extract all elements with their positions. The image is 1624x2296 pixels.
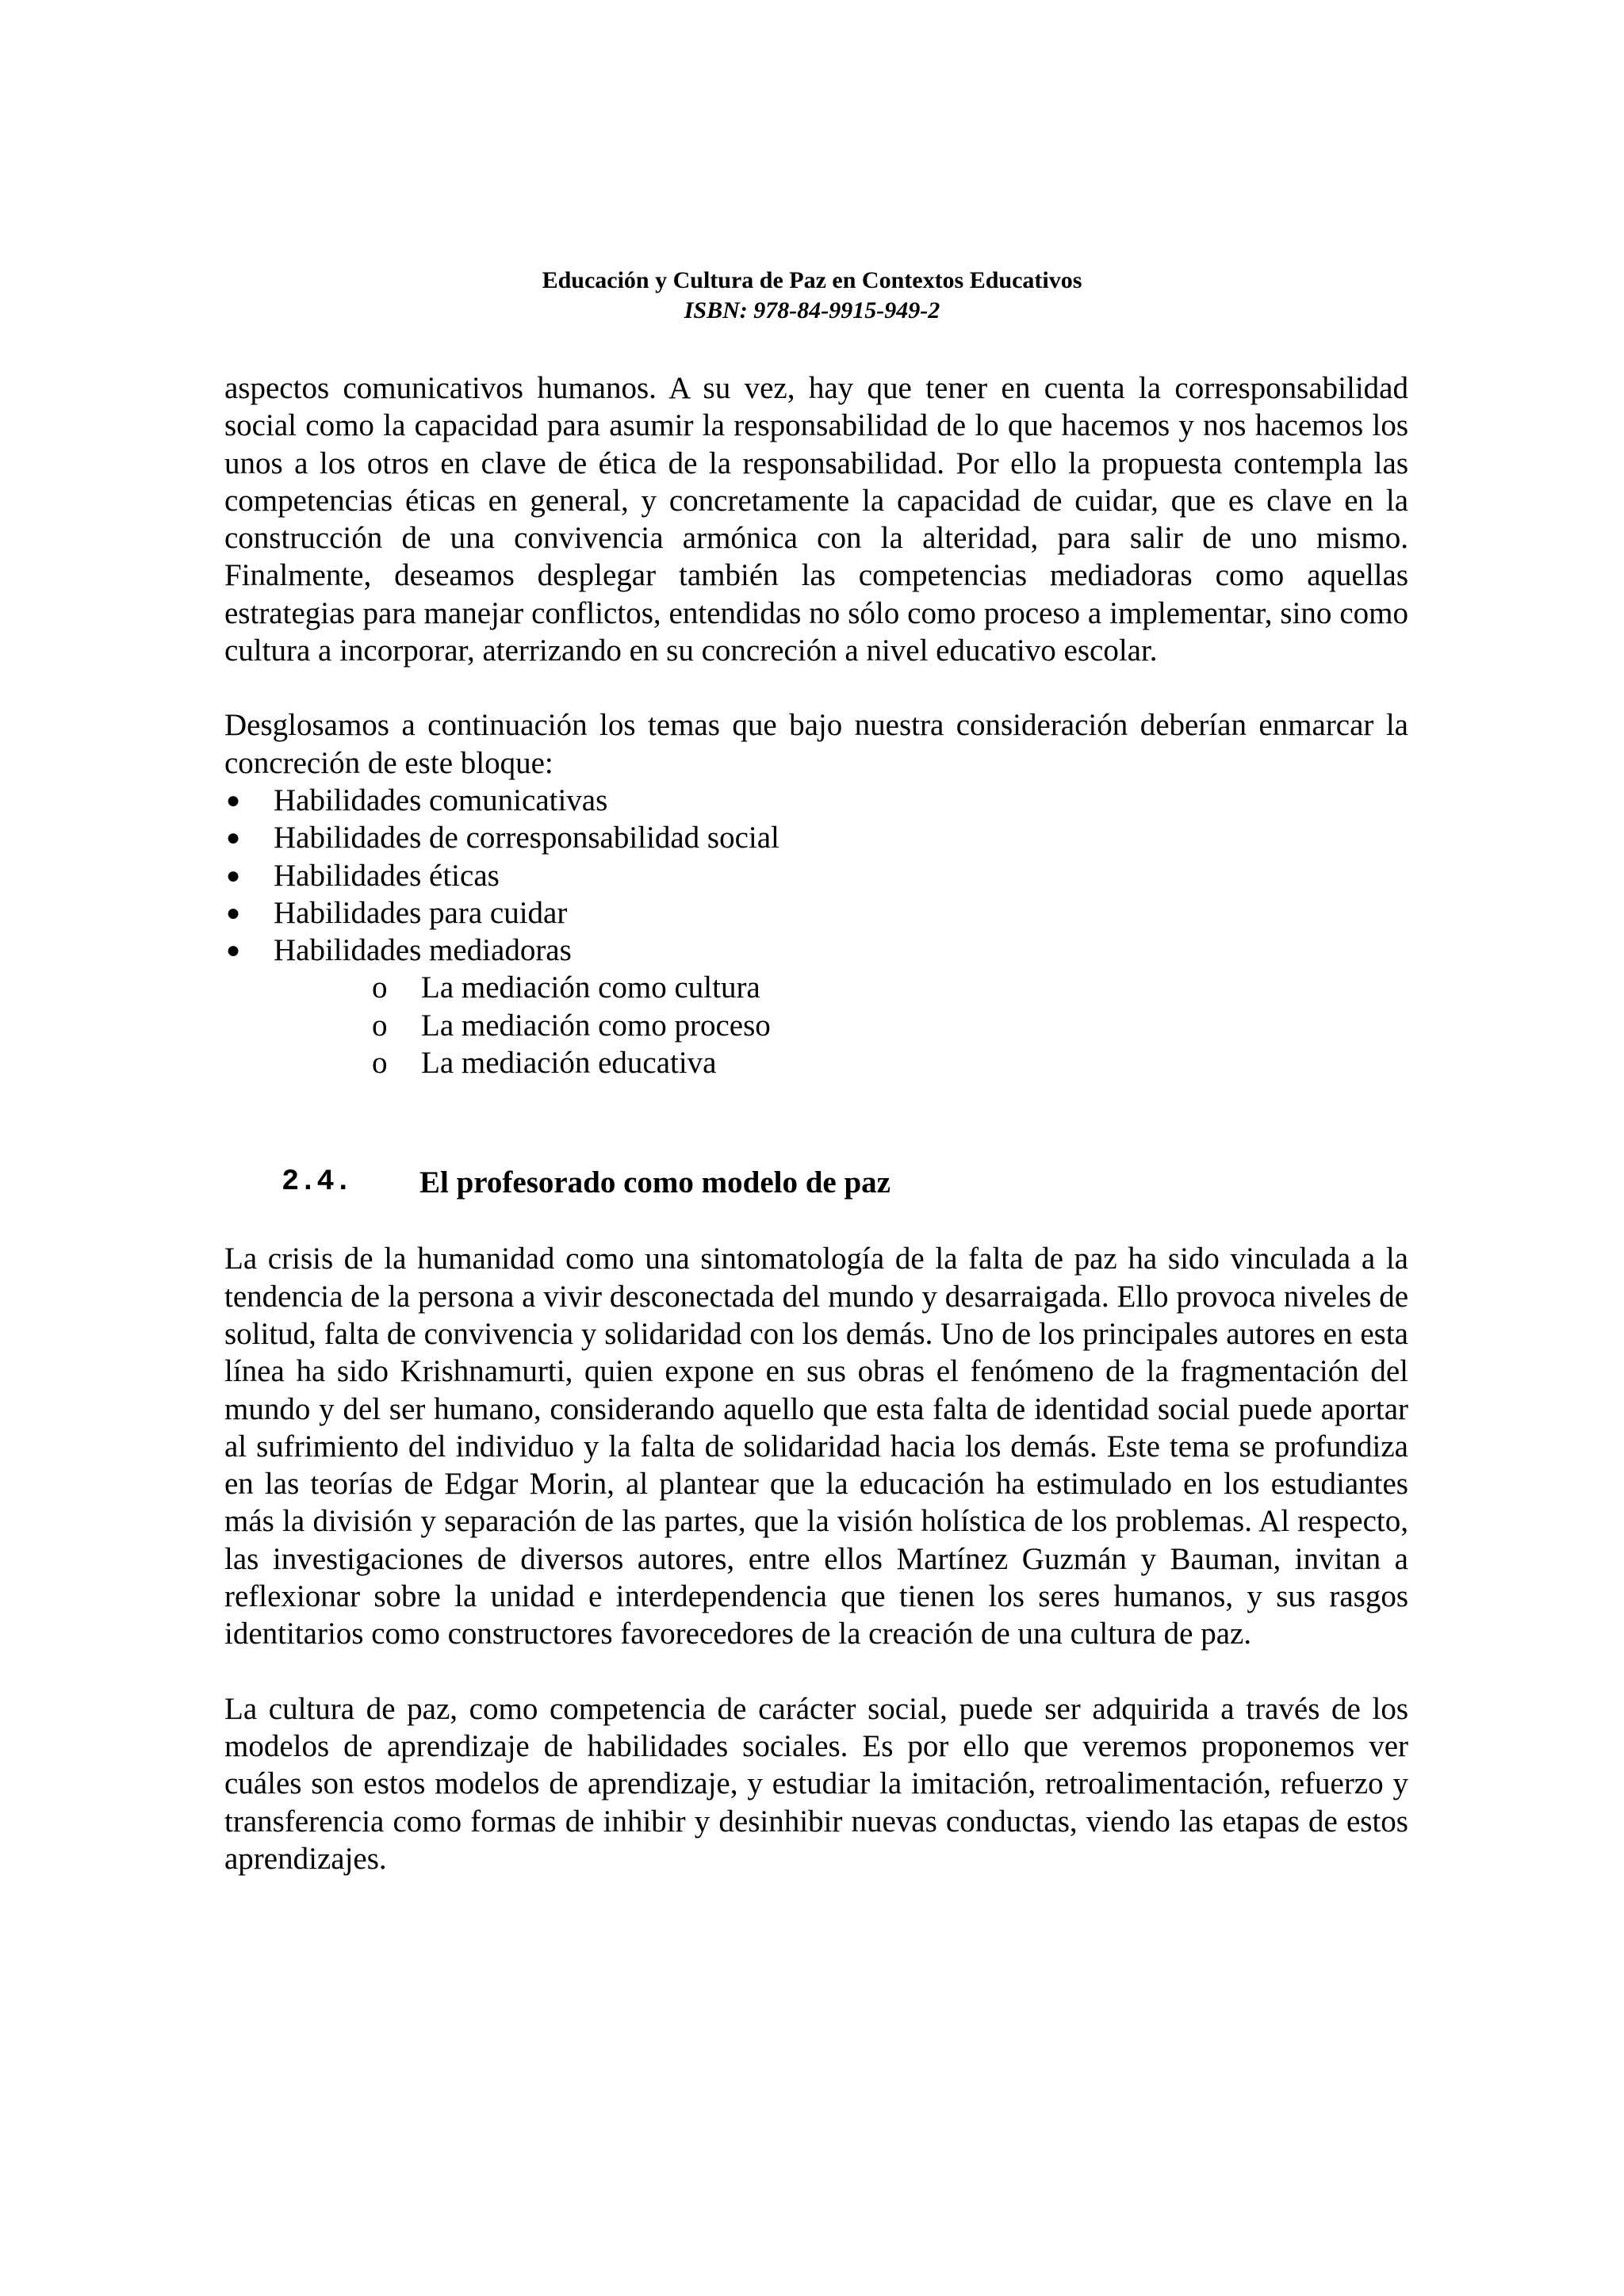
circle-bullet-icon: o	[372, 1008, 388, 1043]
section-number: 2.4.	[282, 1165, 352, 1200]
section-heading	[224, 1164, 1408, 1202]
section-title: El profesorado como modelo de paz	[419, 1165, 891, 1200]
sublist-item	[274, 1007, 1408, 1044]
list-item-text: Habilidades de corresponsabilidad social	[274, 821, 779, 855]
bullet-icon: ●	[226, 862, 241, 889]
sublist-item-text: La mediación como proceso	[421, 1008, 771, 1043]
section-gap	[224, 1081, 1408, 1164]
mediation-sublist	[274, 969, 1408, 1081]
bullet-icon: ●	[226, 786, 241, 813]
list-item-text: Habilidades para cuidar	[274, 895, 568, 930]
bullet-icon: ●	[226, 899, 241, 926]
body-content	[224, 369, 1408, 1877]
list-item-text: Habilidades mediadoras	[274, 933, 572, 968]
sublist-item-text: La mediación como cultura	[421, 970, 760, 1005]
paragraph-4: La cultura de paz, como competencia de carácter social, puede ser adquirida a través de los modelos de aprendizaje de habilidades sociales. Es por ello que veremos proponemos ver cuáles son estos modelos de aprendizaje, y estudiar la imitación, retroalimentación, refuerzo y transferencia como formas de inhibir y desinhibir nuevas conductas, viendo las etapas de estos aprendizajes.	[224, 1691, 1408, 1876]
sublist-item	[274, 1044, 1408, 1081]
paragraph-gap	[224, 1202, 1408, 1240]
list-item	[224, 857, 1408, 894]
paragraph-2: Desglosamos a continuación los temas que bajo nuestra consideración deberían enmarcar la concreción de este bloque:	[224, 708, 1408, 780]
paragraph-3: La crisis de la humanidad como una sintomatología de la falta de paz ha sido vinculada a la tendencia de la persona a vivir desconectada del mundo y desarraigada. Ello provoca niveles de solitud, falta de convivencia y solidaridad con los demás. Uno de los principales autores en esta línea ha sido Krishnamurti, quien expone en sus obras el fenómeno de la fragmentación del mundo y del ser humano, considerando aquello que esta falta de identidad social puede aportar al sufrimiento del individuo y la falta de solidaridad hacia los demás. Este tema se profundiza en las teorías de Edgar Morin, al plantear que la educación ha estimulado en los estudiantes más la división y separación de las partes, que la visión holística de los problemas. Al respecto, las investigaciones de diversos autores, entre ellos Martínez Guzmán y Bauman, invitan a reflexionar sobre la unidad e interdependencia que tienen los seres humanos, y sus rasgos identitarios como constructores favorecedores de la creación de una cultura de paz.	[224, 1242, 1408, 1651]
bullet-icon: ●	[226, 825, 241, 851]
bullet-icon: ●	[226, 937, 241, 964]
sublist-item	[274, 969, 1408, 1006]
header-isbn: ISBN: 978-84-9915-949-2	[684, 297, 940, 323]
topics-list	[224, 782, 1408, 1081]
list-item	[224, 932, 1408, 1081]
header-title: Educación y Cultura de Paz en Contextos Educativos	[542, 267, 1082, 293]
sublist-item-text: La mediación educativa	[421, 1046, 717, 1081]
list-item	[224, 782, 1408, 819]
list-item-text: Habilidades comunicativas	[274, 783, 608, 817]
paragraph-gap	[224, 669, 1408, 706]
list-item-text: Habilidades éticas	[274, 858, 500, 893]
paragraph-gap	[224, 1653, 1408, 1690]
paragraph-1: aspectos comunicativos humanos. A su vez, hay que tener en cuenta la corresponsabilidad social como la capacidad para asumir la responsabilidad de lo que hacemos y nos hacemos los unos a los otros en clave de ética de la responsabilidad. Por ello la propuesta contempla las competencias éticas en general, y concretamente la capacidad de cuidar, que es clave en la construcción de una convivencia armónica con la alteridad, para salir de uno mismo. Finalmente, deseamos desplegar también las competencias mediadoras como aquellas estrategias para manejar conflictos, entendidas no sólo como proceso a implementar, sino como cultura a incorporar, aterrizando en su concreción a nivel educativo escolar.	[224, 371, 1408, 668]
list-item	[224, 894, 1408, 932]
circle-bullet-icon: o	[372, 970, 388, 1005]
list-item	[224, 819, 1408, 856]
circle-bullet-icon: o	[372, 1046, 388, 1081]
running-header	[0, 266, 1624, 326]
